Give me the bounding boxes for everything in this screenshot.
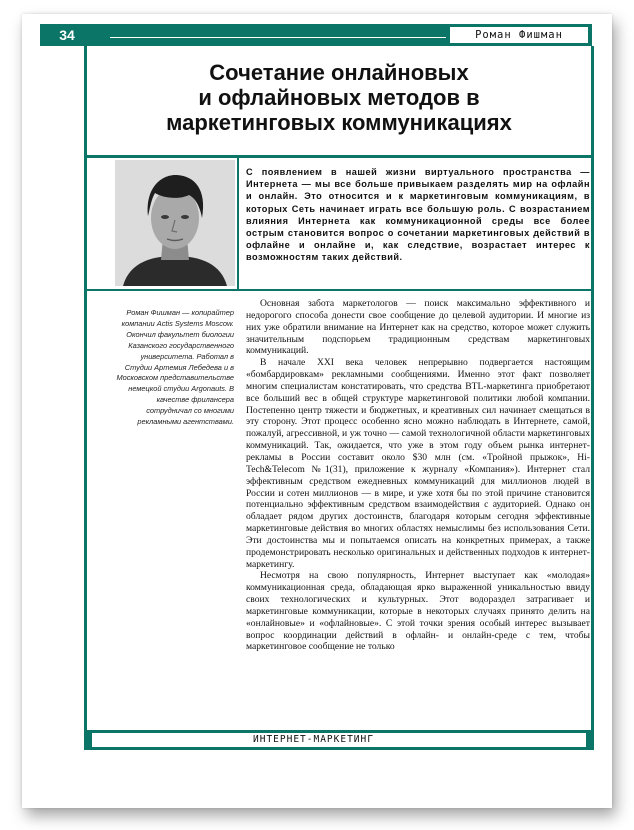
title-line: и офлайновых методов в	[198, 85, 480, 110]
author-bio: Роман Фишман — копирайтер компании Actis Systems Moscow. Окончил факультет биологии Казанского государственного университета. Работал в Студии Артемия Лебедева и в Московском представительстве немецкой студии Argonauts. В качестве фрилансера сотрудничал со многими рекламными агентствами.	[116, 308, 234, 427]
body-paragraph: В начале XXI века человек непрерывно подвергается настоящим «бомбардировкам» рекламными сообщениями. Именно этот факт позволяет многим специалистам констатировать, что средства BTL-маркетинга приобретают все больший вес в общей структуре маркетинговой политики любой компании. Постепенно центр тяжести и бюджетных, и креативных сил начинает смещаться в эту сторону. Этот процесс особенно ясно можно наблюдать в Интернете, самой, пожалуй, агрессивной, и уж точно — самой технологичной области маркетинговых коммуникаций. Так, ожидается, что уже в этом году объем рынка интернет-рекламы в России составит около $30 млн (см. «Тройной прыжок», Hi-Tech&Telecom №1(31), приложение к журналу «Компания»). Интернет стал эффективным средством ежедневных коммуникаций для миллионов людей в России и сотен миллионов — в мире, и уже хотя бы по этой причине становится потенциально эффективным средством взаимодействия с аудиторией. Однако он обладает рядом других достоинств, благодаря которым сегодня эффективные маркетинговые действия во многих областях немыслимы без использования Сети. Эти достоинства мы и попытаемся описать на конкретных примерах, а также продемонстрировать несколько оригинальных и действенных подходов к интернет-маркетингу.	[246, 357, 590, 570]
body-paragraph: Основная забота маркетологов — поиск максимально эффективного и недорогого способа донести свое сообщение до целевой аудитории. И многие из них уже обратили внимание на Интернет как на средство, которое может служить значительным подспорьем традиционным средствам маркетинговых коммуникаций.	[246, 298, 590, 357]
author-portrait-image	[115, 160, 235, 286]
running-author: Роман Фишман	[450, 27, 588, 43]
title-line: маркетинговых коммуникациях	[166, 110, 512, 135]
lead-divider	[84, 289, 594, 291]
page-number: 34	[59, 27, 75, 43]
article-body	[246, 298, 590, 653]
article-title	[92, 60, 586, 135]
header-bar	[40, 24, 592, 46]
article-lead: С появлением в нашей жизни виртуального пространства — Интернета — мы все больше привыкаем разделять мир на офлайн и онлайн. Это относится и к маркетинговым коммуникациям, в которых Сеть начинает играть все большую роль. С возрастанием влияния Интернета как коммуникационной среды все более острым становится вопрос о сочетании маркетинговых действий в офлайне и онлайне и, как следствие, возрастает интерес к возможностям таких действий.	[246, 167, 590, 263]
author-photo	[115, 160, 235, 286]
title-divider	[84, 155, 594, 158]
magazine-page	[22, 14, 612, 808]
title-line: Сочетание онлайновых	[209, 60, 469, 85]
footer-bar	[84, 730, 594, 750]
photo-divider	[237, 158, 239, 291]
section-label: ИНТЕРНЕТ-МАРКЕТИНГ	[253, 734, 374, 745]
footer-box	[92, 733, 586, 747]
body-paragraph: Несмотря на свою популярность, Интернет выступает как «молодая» коммуникационная среда, обладающая ярко выраженной уникальностью ввиду своих технологических и культурных. Этот водораздел затрагивает и маркетинговые коммуникации, которые в некоторых случаях принято делить на «онлайновые» и «офлайновые». С этой точки зрения особый интерес вызывает вопрос координации действий в офлайн- и онлайн-среде с тем, чтобы маркетинговое сообщение не только	[246, 570, 590, 653]
